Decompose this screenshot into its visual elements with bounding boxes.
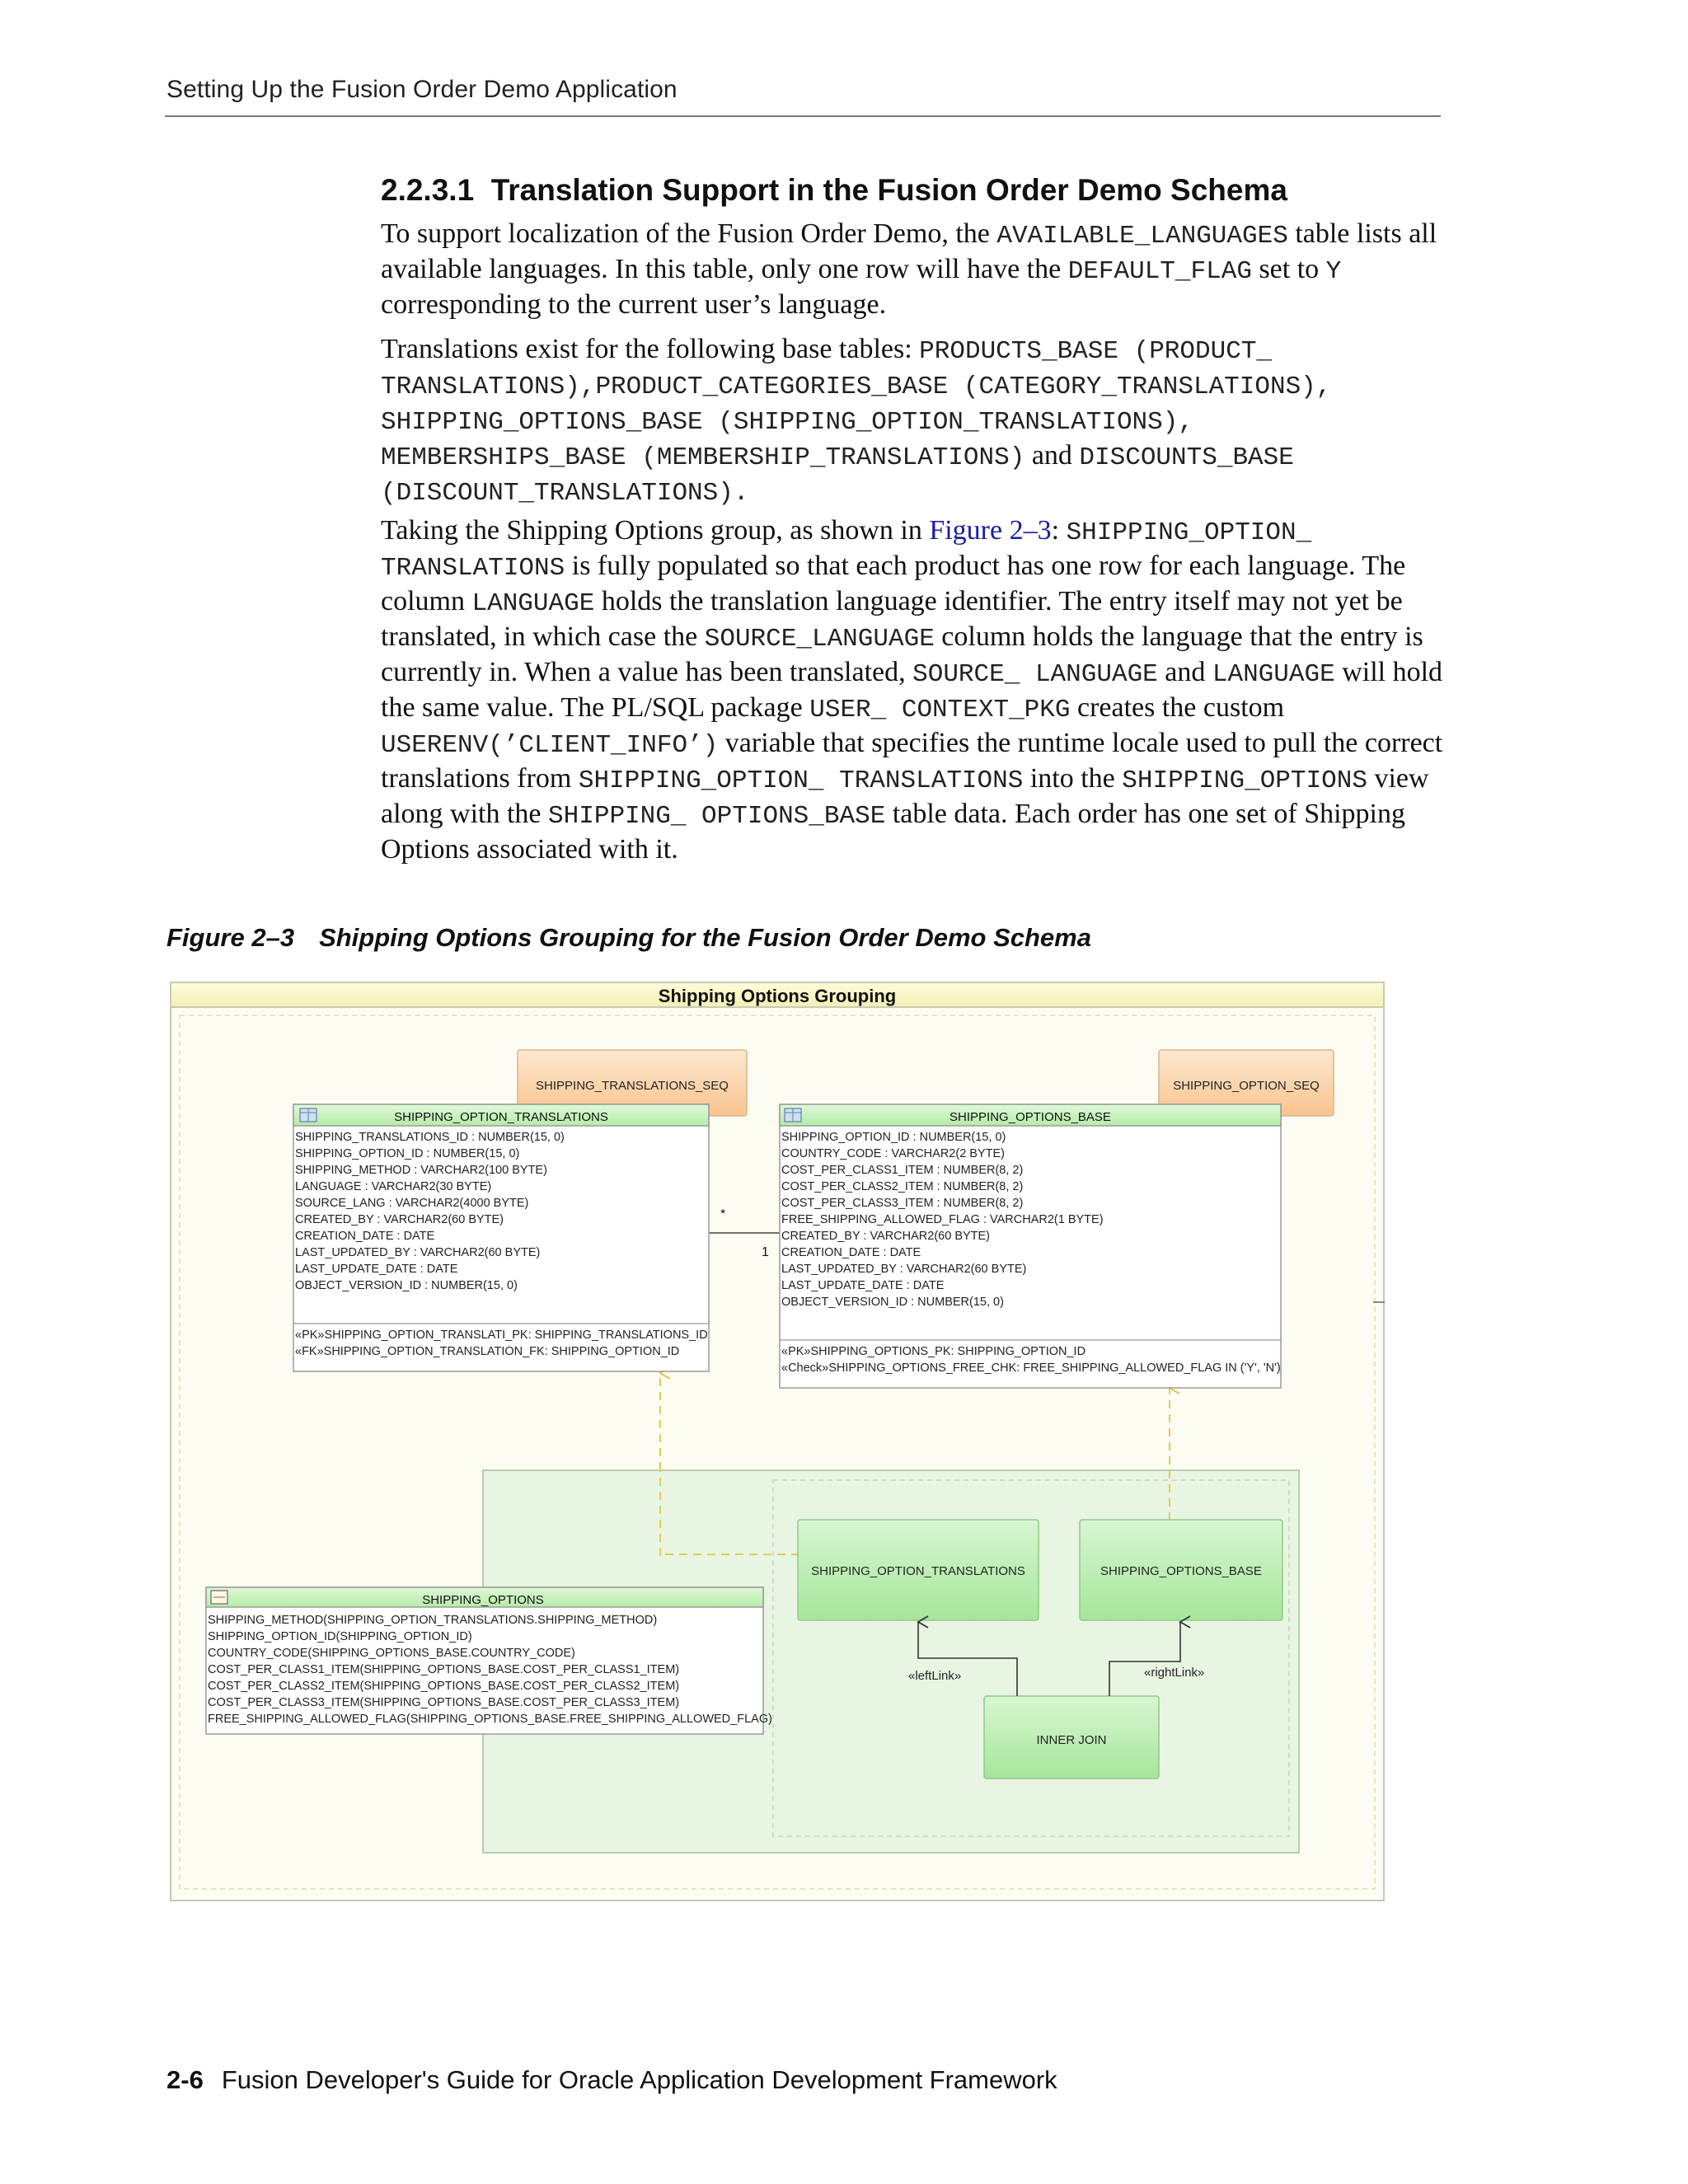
right-link-label: «rightLink» — [1144, 1666, 1205, 1680]
p1-code: DEFAULT_FLAG — [1067, 257, 1252, 286]
table-trans-column: SHIPPING_OPTION_ID : NUMBER(15, 0) — [295, 1147, 520, 1160]
view-title: SHIPPING_OPTIONS — [422, 1593, 544, 1607]
table-base-column: LAST_UPDATED_BY : VARCHAR2(60 BYTE) — [781, 1263, 1027, 1276]
p3-code: USERENV(’CLIENT_INFO’) — [381, 731, 719, 760]
table-trans-column: OBJECT_VERSION_ID : NUMBER(15, 0) — [295, 1279, 518, 1292]
table-base-key: «Check»SHIPPING_OPTIONS_FREE_CHK: FREE_SHIPPING_ALLOWED_FLAG IN ('Y', 'N') — [781, 1361, 1281, 1375]
book-title: Fusion Developer's Guide for Oracle Application Development Framework — [221, 2065, 1057, 2094]
p3-text: Taking the Shipping Options group, as shown in — [381, 515, 930, 546]
p3-code: SOURCE_ LANGUAGE — [912, 660, 1158, 689]
table-base-column: CREATION_DATE : DATE — [781, 1246, 921, 1259]
p2-text: and — [1025, 440, 1080, 471]
p3-code: LANGUAGE — [471, 589, 595, 618]
view-column: COST_PER_CLASS1_ITEM(SHIPPING_OPTIONS_BASE.COST_PER_CLASS1_ITEM) — [208, 1663, 680, 1676]
table-trans-column: SHIPPING_METHOD : VARCHAR2(100 BYTE) — [295, 1164, 547, 1177]
table-trans-column: CREATED_BY : VARCHAR2(60 BYTE) — [295, 1213, 504, 1226]
table-trans-column: LAST_UPDATE_DATE : DATE — [295, 1263, 458, 1276]
seq-left-label: SHIPPING_TRANSLATIONS_SEQ — [536, 1079, 729, 1093]
p1-code: AVAILABLE_LANGUAGES — [996, 222, 1288, 251]
table-base-column: COST_PER_CLASS1_ITEM : NUMBER(8, 2) — [781, 1164, 1024, 1177]
p3-code: SHIPPING_OPTION_ TRANSLATIONS — [578, 766, 1024, 795]
view-column: COUNTRY_CODE(SHIPPING_OPTIONS_BASE.COUNTRY_CODE) — [208, 1647, 575, 1660]
p2-code: DISCOUNTS_BASE (DISCOUNT_TRANSLATIONS). — [381, 443, 1294, 508]
p3-text: view along with the — [381, 763, 1429, 829]
table-trans-column: LAST_UPDATED_BY : VARCHAR2(60 BYTE) — [295, 1246, 541, 1259]
view-column: SHIPPING_OPTION_ID(SHIPPING_OPTION_ID) — [208, 1630, 472, 1643]
table-base-key: «PK»SHIPPING_OPTIONS_PK: SHIPPING_OPTION_ID — [781, 1345, 1086, 1358]
view-column: COST_PER_CLASS2_ITEM(SHIPPING_OPTIONS_BASE.COST_PER_CLASS2_ITEM) — [208, 1680, 680, 1693]
left-link-label: «leftLink» — [908, 1669, 962, 1683]
p3-text: is fully populated so that each product has one row for each language. The column — [381, 551, 1406, 616]
figure-link[interactable]: Figure 2–3 — [929, 515, 1052, 546]
p3-code: SHIPPING_OPTIONS — [1122, 766, 1367, 795]
table-trans-column: SOURCE_LANG : VARCHAR2(4000 BYTE) — [295, 1197, 529, 1210]
table-trans-title: SHIPPING_OPTION_TRANSLATIONS — [394, 1110, 608, 1124]
p1-text: corresponding to the current user’s language. — [381, 289, 887, 320]
p3-text: and — [1157, 657, 1212, 687]
p1-text: table lists all available languages. In this table, only one row will have the — [381, 218, 1437, 284]
table-base-column: LAST_UPDATE_DATE : DATE — [781, 1279, 945, 1292]
node-base-label: SHIPPING_OPTIONS_BASE — [1100, 1564, 1262, 1578]
join-label: INNER JOIN — [1036, 1733, 1107, 1747]
p3-text: creates the custom — [1070, 692, 1285, 723]
p3-text: into the — [1023, 763, 1123, 794]
relation-many: * — [720, 1207, 726, 1221]
seq-right-label: SHIPPING_OPTION_SEQ — [1173, 1079, 1320, 1093]
view-column: SHIPPING_METHOD(SHIPPING_OPTION_TRANSLATIONS.SHIPPING_METHOD) — [208, 1614, 658, 1627]
table-base-column: COST_PER_CLASS3_ITEM : NUMBER(8, 2) — [781, 1197, 1024, 1210]
node-trans-label: SHIPPING_OPTION_TRANSLATIONS — [811, 1564, 1025, 1578]
p3-text: variable that specifies the runtime locale used to pull the correct translations from — [381, 728, 1443, 794]
p3-code: SHIPPING_ OPTIONS_BASE — [548, 802, 886, 831]
p3-text: table data. Each order has one set of Shipping Options associated with it. — [381, 799, 1406, 865]
table-base-column: SHIPPING_OPTION_ID : NUMBER(15, 0) — [781, 1131, 1006, 1144]
page-footer — [166, 2065, 1057, 2095]
table-trans-key: «FK»SHIPPING_OPTION_TRANSLATION_FK: SHIPPING_OPTION_ID — [295, 1345, 680, 1358]
table-trans-column: CREATION_DATE : DATE — [295, 1230, 435, 1243]
p3-text: holds the translation language identifier. The entry itself may not yet be translated, in which case the — [381, 586, 1403, 652]
table-trans-column: SHIPPING_TRANSLATIONS_ID : NUMBER(15, 0) — [295, 1131, 565, 1144]
p1-text: To support localization of the Fusion Order Demo, the — [381, 218, 997, 249]
table-trans-column: LANGUAGE : VARCHAR2(30 BYTE) — [295, 1180, 492, 1193]
p3-code: SHIPPING_OPTION_ TRANSLATIONS — [381, 518, 1312, 583]
p1-code: Y — [1325, 257, 1342, 286]
figure-title: Shipping Options Grouping for the Fusion Order Demo Schema — [319, 923, 1091, 952]
table-base-title: SHIPPING_OPTIONS_BASE — [950, 1110, 1111, 1124]
p3-code: SOURCE_LANGUAGE — [704, 625, 935, 654]
page-number: 2-6 — [166, 2065, 204, 2094]
table-base-column: OBJECT_VERSION_ID : NUMBER(15, 0) — [781, 1296, 1004, 1309]
p3-text: column holds the language that the entry is currently in. When a value has been translated, — [381, 621, 1423, 687]
p2-code: PRODUCTS_BASE (PRODUCT_ TRANSLATIONS),PRODUCT_CATEGORIES_BASE (CATEGORY_TRANSLATIONS), SHIPPING_OPTIONS_BASE (SHIPPING_OPTION_TRANSLATIONS), MEMBERSHIPS_BASE (MEMBERSHIP_TRANSLATIONS) — [381, 337, 1332, 472]
relation-one: 1 — [762, 1245, 769, 1259]
group-title: Shipping Options Grouping — [658, 986, 897, 1006]
table-base-column: FREE_SHIPPING_ALLOWED_FLAG : VARCHAR2(1 BYTE) — [781, 1213, 1104, 1226]
section-heading: Translation Support in the Fusion Order Demo Schema — [490, 173, 1287, 207]
table-base-column: COUNTRY_CODE : VARCHAR2(2 BYTE) — [781, 1147, 1005, 1160]
p3-code: USER_ CONTEXT_PKG — [809, 696, 1071, 724]
running-header: Setting Up the Fusion Order Demo Application — [166, 76, 678, 103]
view-column: COST_PER_CLASS3_ITEM(SHIPPING_OPTIONS_BASE.COST_PER_CLASS3_ITEM) — [208, 1696, 680, 1709]
p2-text: Translations exist for the following base tables: — [381, 334, 920, 364]
figure-number: Figure 2–3 — [166, 923, 295, 952]
view-column: FREE_SHIPPING_ALLOWED_FLAG(SHIPPING_OPTIONS_BASE.FREE_SHIPPING_ALLOWED_FLAG) — [208, 1713, 772, 1726]
section-number: 2.2.3.1 — [381, 173, 475, 207]
p3-code: LANGUAGE — [1212, 660, 1335, 689]
table-base-column: CREATED_BY : VARCHAR2(60 BYTE) — [781, 1230, 991, 1243]
p3-text: : — [1051, 515, 1067, 546]
table-trans-key: «PK»SHIPPING_OPTION_TRANSLATI_PK: SHIPPING_TRANSLATIONS_ID — [295, 1329, 708, 1342]
p1-text: set to — [1251, 254, 1326, 284]
p3-text: will hold the same value. The PL/SQL package — [381, 657, 1443, 723]
table-base-column: COST_PER_CLASS2_ITEM : NUMBER(8, 2) — [781, 1180, 1024, 1193]
